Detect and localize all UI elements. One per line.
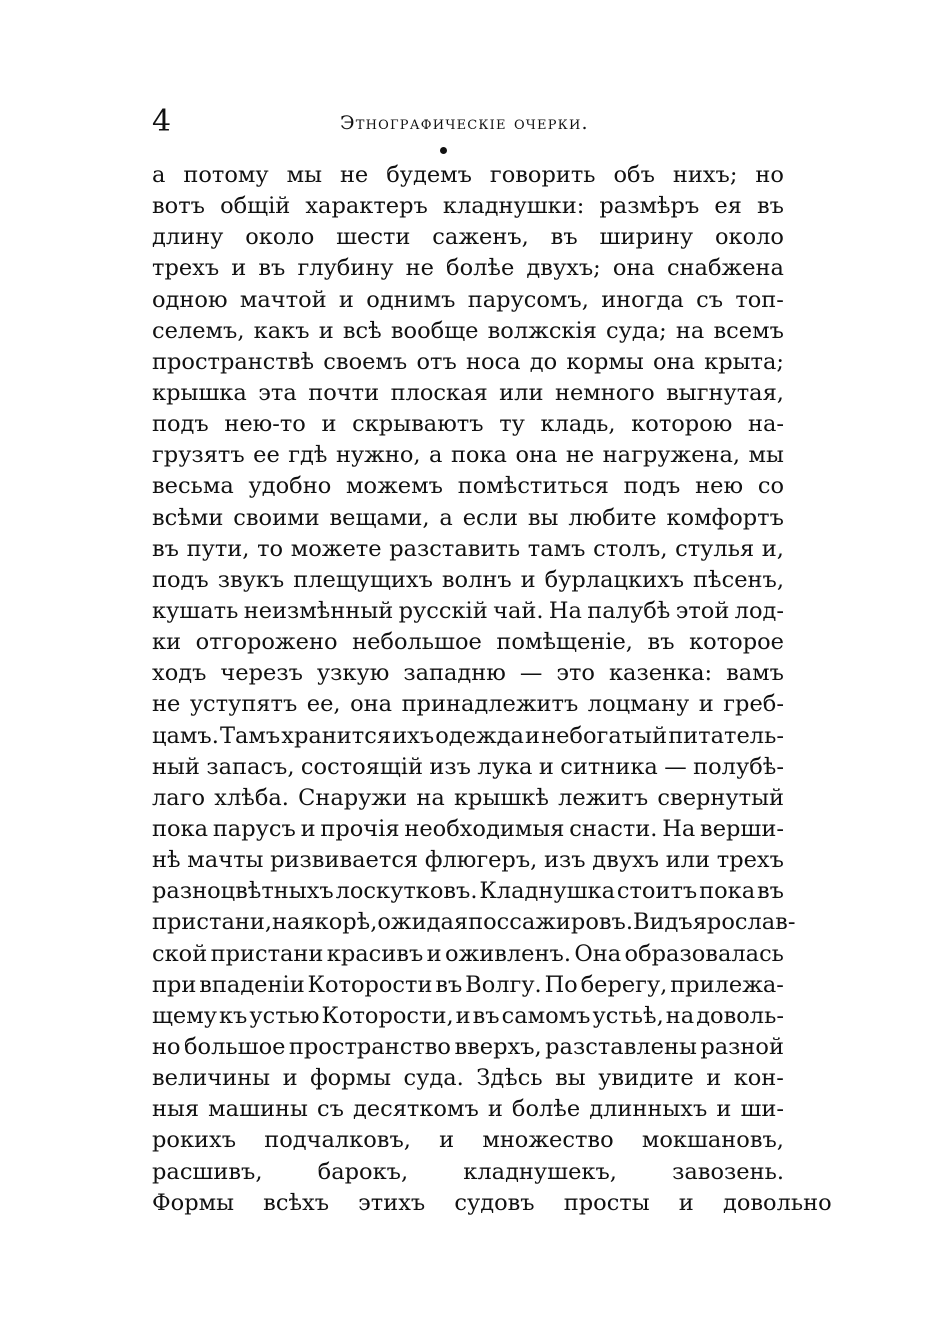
text-line: но большое пространство вверхъ, разставлены разной (152, 1033, 784, 1060)
text-line: въ пути, то можете разставить тамъ столъ, стулья и, (152, 535, 784, 562)
text-line: Формы всѣхъ этихъ судовъ просты и довольно (152, 1189, 832, 1216)
text-line: ки отгорожено небольшое помѣщенiе, въ которое (152, 629, 784, 656)
text-line: ныя машины съ десяткомъ и болѣе длинныхъ и ши- (152, 1096, 784, 1123)
text-line: подъ нею-то и скрываютъ ту кладь, которою на- (152, 411, 784, 438)
text-line: кушать неизмѣнный русскiй чай. На палубѣ этой лод- (152, 597, 784, 624)
text-line: весьма удобно можемъ помѣститься подъ нею со (152, 473, 784, 500)
text-line: пока парусъ и прочiя необходимыя снасти. На верши- (152, 815, 784, 842)
text-line: ходъ черезъ узкую западню — это казенка: вамъ (152, 660, 784, 687)
body-text (152, 160, 832, 1219)
text-line: щему къ устью Которости, и въ самомъ устьѣ, на доволь- (152, 1002, 784, 1029)
text-line: ный запасъ, состоящiй изъ лука и ситника — полубѣ- (152, 753, 784, 780)
text-line: селемъ, какъ и всѣ вообще волжскiя суда; на всемъ (152, 317, 784, 344)
text-line: грузятъ ее гдѣ нужно, а пока она не нагружена, мы (152, 442, 784, 469)
text-line: вотъ общiй характеръ кладнушки: размѣръ ея въ (152, 193, 784, 220)
text-line: трехъ и въ глубину не болѣе двухъ; она снабжена (152, 255, 784, 282)
text-line: расшивъ, барокъ, кладнушекъ, завозень. (152, 1158, 784, 1185)
text-line: а потому мы не будемъ говорить объ нихъ; но (152, 162, 784, 188)
text-line: всѣми своими вещами, а если вы любите комфортъ (152, 504, 784, 531)
text-line: при впаденiи Которости въ Волгу. По берегу, прилежа- (152, 971, 784, 998)
text-line: длину около шести саженъ, въ ширину около (152, 224, 784, 251)
text-line: пространствѣ своемъ отъ носа до кормы она крыта; (152, 348, 784, 375)
text-line: нѣ мачты ризвивается флюгеръ, изъ двухъ или трехъ (152, 847, 784, 874)
text-line: не уступятъ ее, она принадлежитъ лоцману и греб- (152, 691, 784, 718)
page-number: 4 (152, 104, 172, 139)
text-line: одною мачтой и однимъ парусомъ, иногда съ топ- (152, 286, 784, 313)
text-line: крышка эта почти плоская или немного выгнутая, (152, 379, 784, 406)
ornament-dot (440, 147, 447, 154)
text-line: подъ звукъ плещущихъ волнъ и бурлацкихъ пѣсенъ, (152, 566, 784, 593)
running-title: Этнографическiе очерки. (340, 112, 589, 134)
text-line: пристани, на якорѣ, ожидая поссажировъ. Видъ ярослав- (152, 909, 796, 936)
text-line: ской пристани красивъ и оживленъ. Она образовалась (152, 940, 784, 967)
text-line: цамъ. Тамъ хранится ихъ одежда и небогатый питатель- (152, 722, 784, 749)
text-line: разноцвѣтныхъ лоскутковъ. Кладнушка стоитъ пока въ (152, 878, 784, 905)
text-line: лаго хлѣба. Снаружи на крышкѣ лежитъ свернутый (152, 784, 784, 811)
text-line: величины и формы суда. Здѣсь вы увидите и кон- (152, 1065, 784, 1092)
text-line: рокихъ подчалковъ, и множество мокшановъ, (152, 1127, 784, 1154)
